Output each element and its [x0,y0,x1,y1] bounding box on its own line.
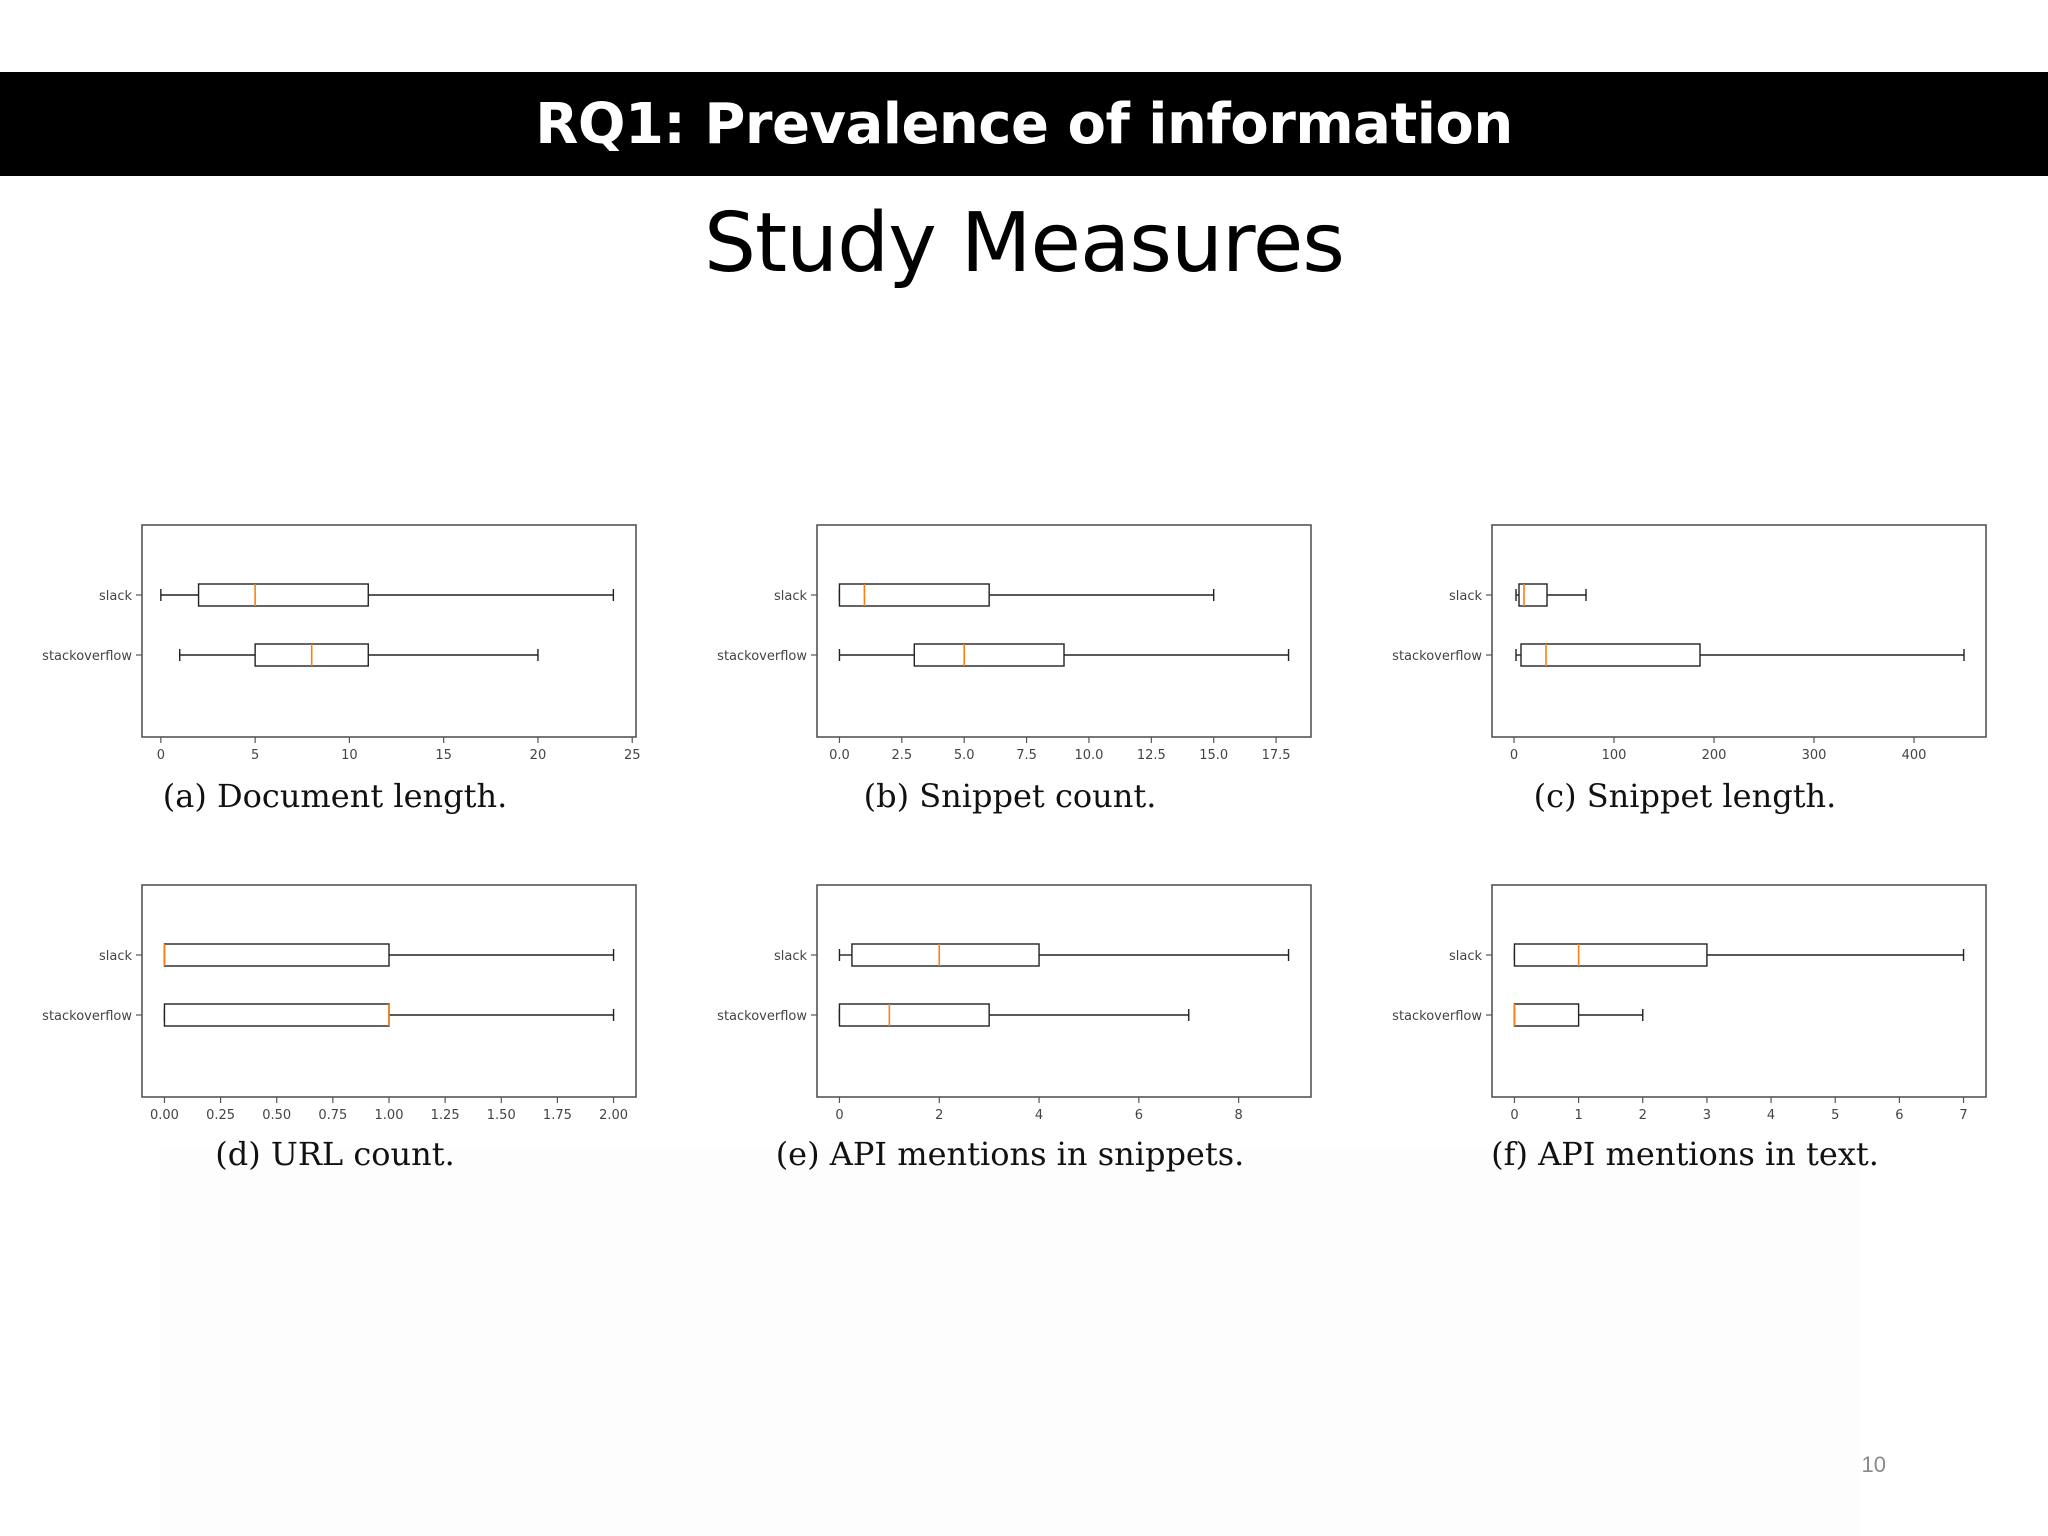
x-tick-label: 4 [1034,1108,1044,1123]
x-tick-label: 4 [1766,1108,1776,1123]
x-tick-label: 1.50 [486,1108,516,1123]
boxplot-document-length [20,515,650,765]
x-tick-label: 5 [1831,1108,1840,1123]
x-tick-label: 6 [1895,1108,1904,1123]
box-slack [1519,584,1547,606]
box-slack [852,944,1039,966]
x-tick-label: 2.5 [891,748,913,763]
axes-frame [817,885,1311,1097]
x-tick-label: 10 [341,748,358,763]
x-tick-label: 7 [1959,1108,1968,1123]
x-tick-label: 2.00 [599,1108,629,1123]
chart-caption: (b) Snippet count. [863,777,1157,815]
chart-caption: (c) Snippet length. [1533,777,1837,815]
x-tick-label: 15.0 [1199,748,1229,763]
chart-panel-url-count [20,875,650,1175]
x-tick-label: 1.00 [374,1108,404,1123]
x-tick-label: 400 [1901,748,1927,763]
boxplot-snippet-length [1370,515,2000,765]
chart-caption: (a) Document length. [162,777,508,815]
box-slack [1514,944,1706,966]
axes-frame [142,885,636,1097]
y-tick-label: slack [98,589,132,604]
x-tick-label: 0 [835,1108,844,1123]
box-stackoverflow [914,644,1064,666]
x-tick-label: 200 [1701,748,1727,763]
x-tick-label: 7.5 [1016,748,1037,763]
x-tick-label: 8 [1234,1108,1243,1123]
chart-caption: (d) URL count. [215,1135,455,1173]
x-tick-label: 15 [435,748,452,763]
x-tick-label: 0 [1509,748,1519,763]
x-tick-label: 0 [1510,1108,1519,1123]
chart-panel-api-mentions-snippets [695,875,1325,1175]
x-tick-label: 300 [1801,748,1827,763]
x-tick-label: 12.5 [1136,748,1166,763]
box-slack [164,944,389,966]
boxplot-url-count [20,875,650,1125]
x-tick-label: 2 [935,1108,944,1123]
x-tick-label: 17.5 [1261,748,1291,763]
box-stackoverflow [164,1004,389,1026]
y-tick-label: slack [1448,949,1482,964]
x-tick-label: 0.00 [149,1108,179,1123]
x-tick-label: 5.0 [953,748,975,763]
axes-frame [1492,885,1986,1097]
x-tick-label: 0.75 [318,1108,348,1123]
page-number: 10 [1861,1452,1886,1477]
x-tick-label: 0 [156,748,165,763]
y-tick-label: stackoverflow [1392,649,1482,664]
y-tick-label: stackoverflow [717,649,807,664]
boxplot-api-mentions-text [1370,875,2000,1125]
y-tick-label: slack [773,949,807,964]
x-tick-label: 0.0 [829,748,850,763]
y-tick-label: stackoverflow [42,649,132,664]
x-tick-label: 0.50 [262,1108,292,1123]
y-tick-label: stackoverflow [42,1009,132,1024]
boxplot-snippet-count [695,515,1325,765]
chart-caption: (e) API mentions in snippets. [775,1135,1245,1173]
x-tick-label: 2 [1638,1108,1647,1123]
header-title: RQ1: Prevalence of information [535,91,1513,157]
x-tick-label: 1 [1574,1108,1583,1123]
y-tick-label: slack [1448,589,1482,604]
x-tick-label: 25 [623,748,641,763]
x-tick-label: 5 [250,748,260,763]
chart-panel-api-mentions-text [1370,875,2000,1175]
y-tick-label: stackoverflow [717,1009,807,1024]
y-tick-label: slack [773,589,807,604]
x-tick-label: 10.0 [1074,748,1104,763]
box-stackoverflow [839,1004,989,1026]
chart-caption: (f) API mentions in text. [1491,1135,1879,1173]
box-slack [199,584,369,606]
y-tick-label: stackoverflow [1392,1009,1482,1024]
box-stackoverflow [1514,1004,1578,1026]
boxplot-api-mentions-snippets [695,875,1325,1125]
y-tick-label: slack [98,949,132,964]
x-tick-label: 1.25 [430,1108,460,1123]
x-tick-label: 6 [1134,1108,1143,1123]
x-tick-label: 0.25 [206,1108,236,1123]
x-tick-label: 1.75 [542,1108,572,1123]
axes-frame [142,525,636,737]
chart-panel-snippet-count [695,515,1325,815]
slide-background-area [160,1150,1860,1536]
x-tick-label: 3 [1702,1108,1712,1123]
box-slack [839,584,989,606]
chart-panel-snippet-length [1370,515,2000,815]
slide-title: Study Measures [703,196,1345,291]
header-banner [0,72,2048,176]
chart-panel-document-length [20,515,650,815]
box-stackoverflow [1521,644,1700,666]
x-tick-label: 100 [1601,748,1627,763]
axes-frame [817,525,1311,737]
x-tick-label: 20 [529,748,547,763]
axes-frame [1492,525,1986,737]
